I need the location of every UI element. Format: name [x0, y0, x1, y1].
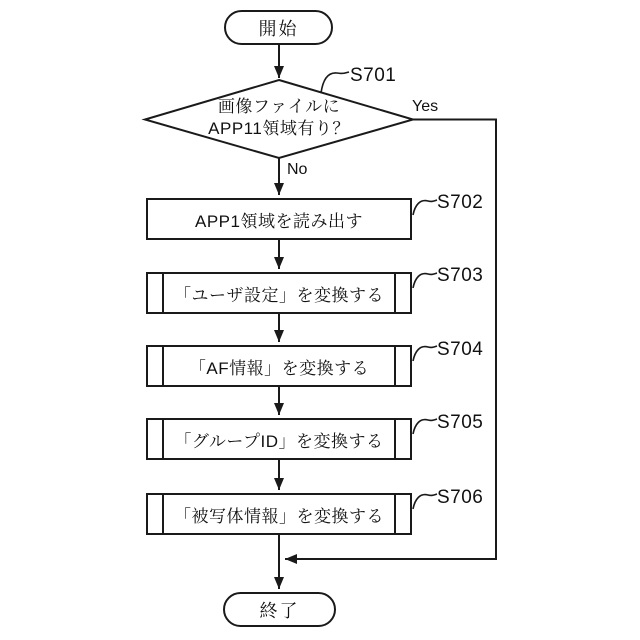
leader-s705 [413, 419, 437, 434]
yes-branch-label: Yes [412, 98, 439, 115]
subroutine-bar-left [162, 495, 164, 533]
subroutine-box-s705 [146, 418, 412, 460]
subroutine-text-s705: 「グループID」を変換する [174, 431, 384, 451]
step-label-s705: S705 [437, 412, 484, 433]
subroutine-text-s703: 「ユーザ設定」を変換する [174, 285, 384, 305]
subroutine-bar-right [394, 420, 396, 458]
process-text-s702: APP1領域を読み出す [195, 211, 363, 231]
end-terminal-label: 終了 [259, 600, 300, 621]
leader-s706 [413, 494, 437, 509]
step-label-s702: S702 [437, 192, 484, 213]
decision-text-line1: 画像ファイルに [217, 97, 341, 116]
subroutine-bar-left [162, 347, 164, 385]
step-label-s706: S706 [437, 487, 484, 508]
leader-s702 [413, 200, 437, 215]
subroutine-bar-left [162, 420, 164, 458]
decision-text-line2: APP11領域有り？ [208, 119, 350, 138]
subroutine-text-s706: 「被写体情報」を変換する [174, 506, 384, 526]
step-label-s701: S701 [350, 65, 397, 86]
leader-s703 [413, 273, 437, 288]
leader-s701 [321, 72, 349, 93]
subroutine-bar-right [394, 274, 396, 312]
step-label-s704: S704 [437, 339, 484, 360]
start-terminal [224, 10, 333, 45]
subroutine-bar-left [162, 274, 164, 312]
no-branch-label: No [287, 161, 308, 178]
process-box-s702 [146, 198, 412, 240]
subroutine-box-s704 [146, 345, 412, 387]
decision-text [159, 96, 399, 140]
subroutine-bar-right [394, 495, 396, 533]
leader-s704 [413, 346, 437, 361]
subroutine-box-s703 [146, 272, 412, 314]
start-terminal-label: 開始 [258, 18, 299, 39]
subroutine-bar-right [394, 347, 396, 385]
subroutine-text-s704: 「AF情報」を変換する [188, 358, 370, 378]
subroutine-box-s706 [146, 493, 412, 535]
end-terminal [223, 592, 336, 627]
step-label-s703: S703 [437, 265, 484, 286]
